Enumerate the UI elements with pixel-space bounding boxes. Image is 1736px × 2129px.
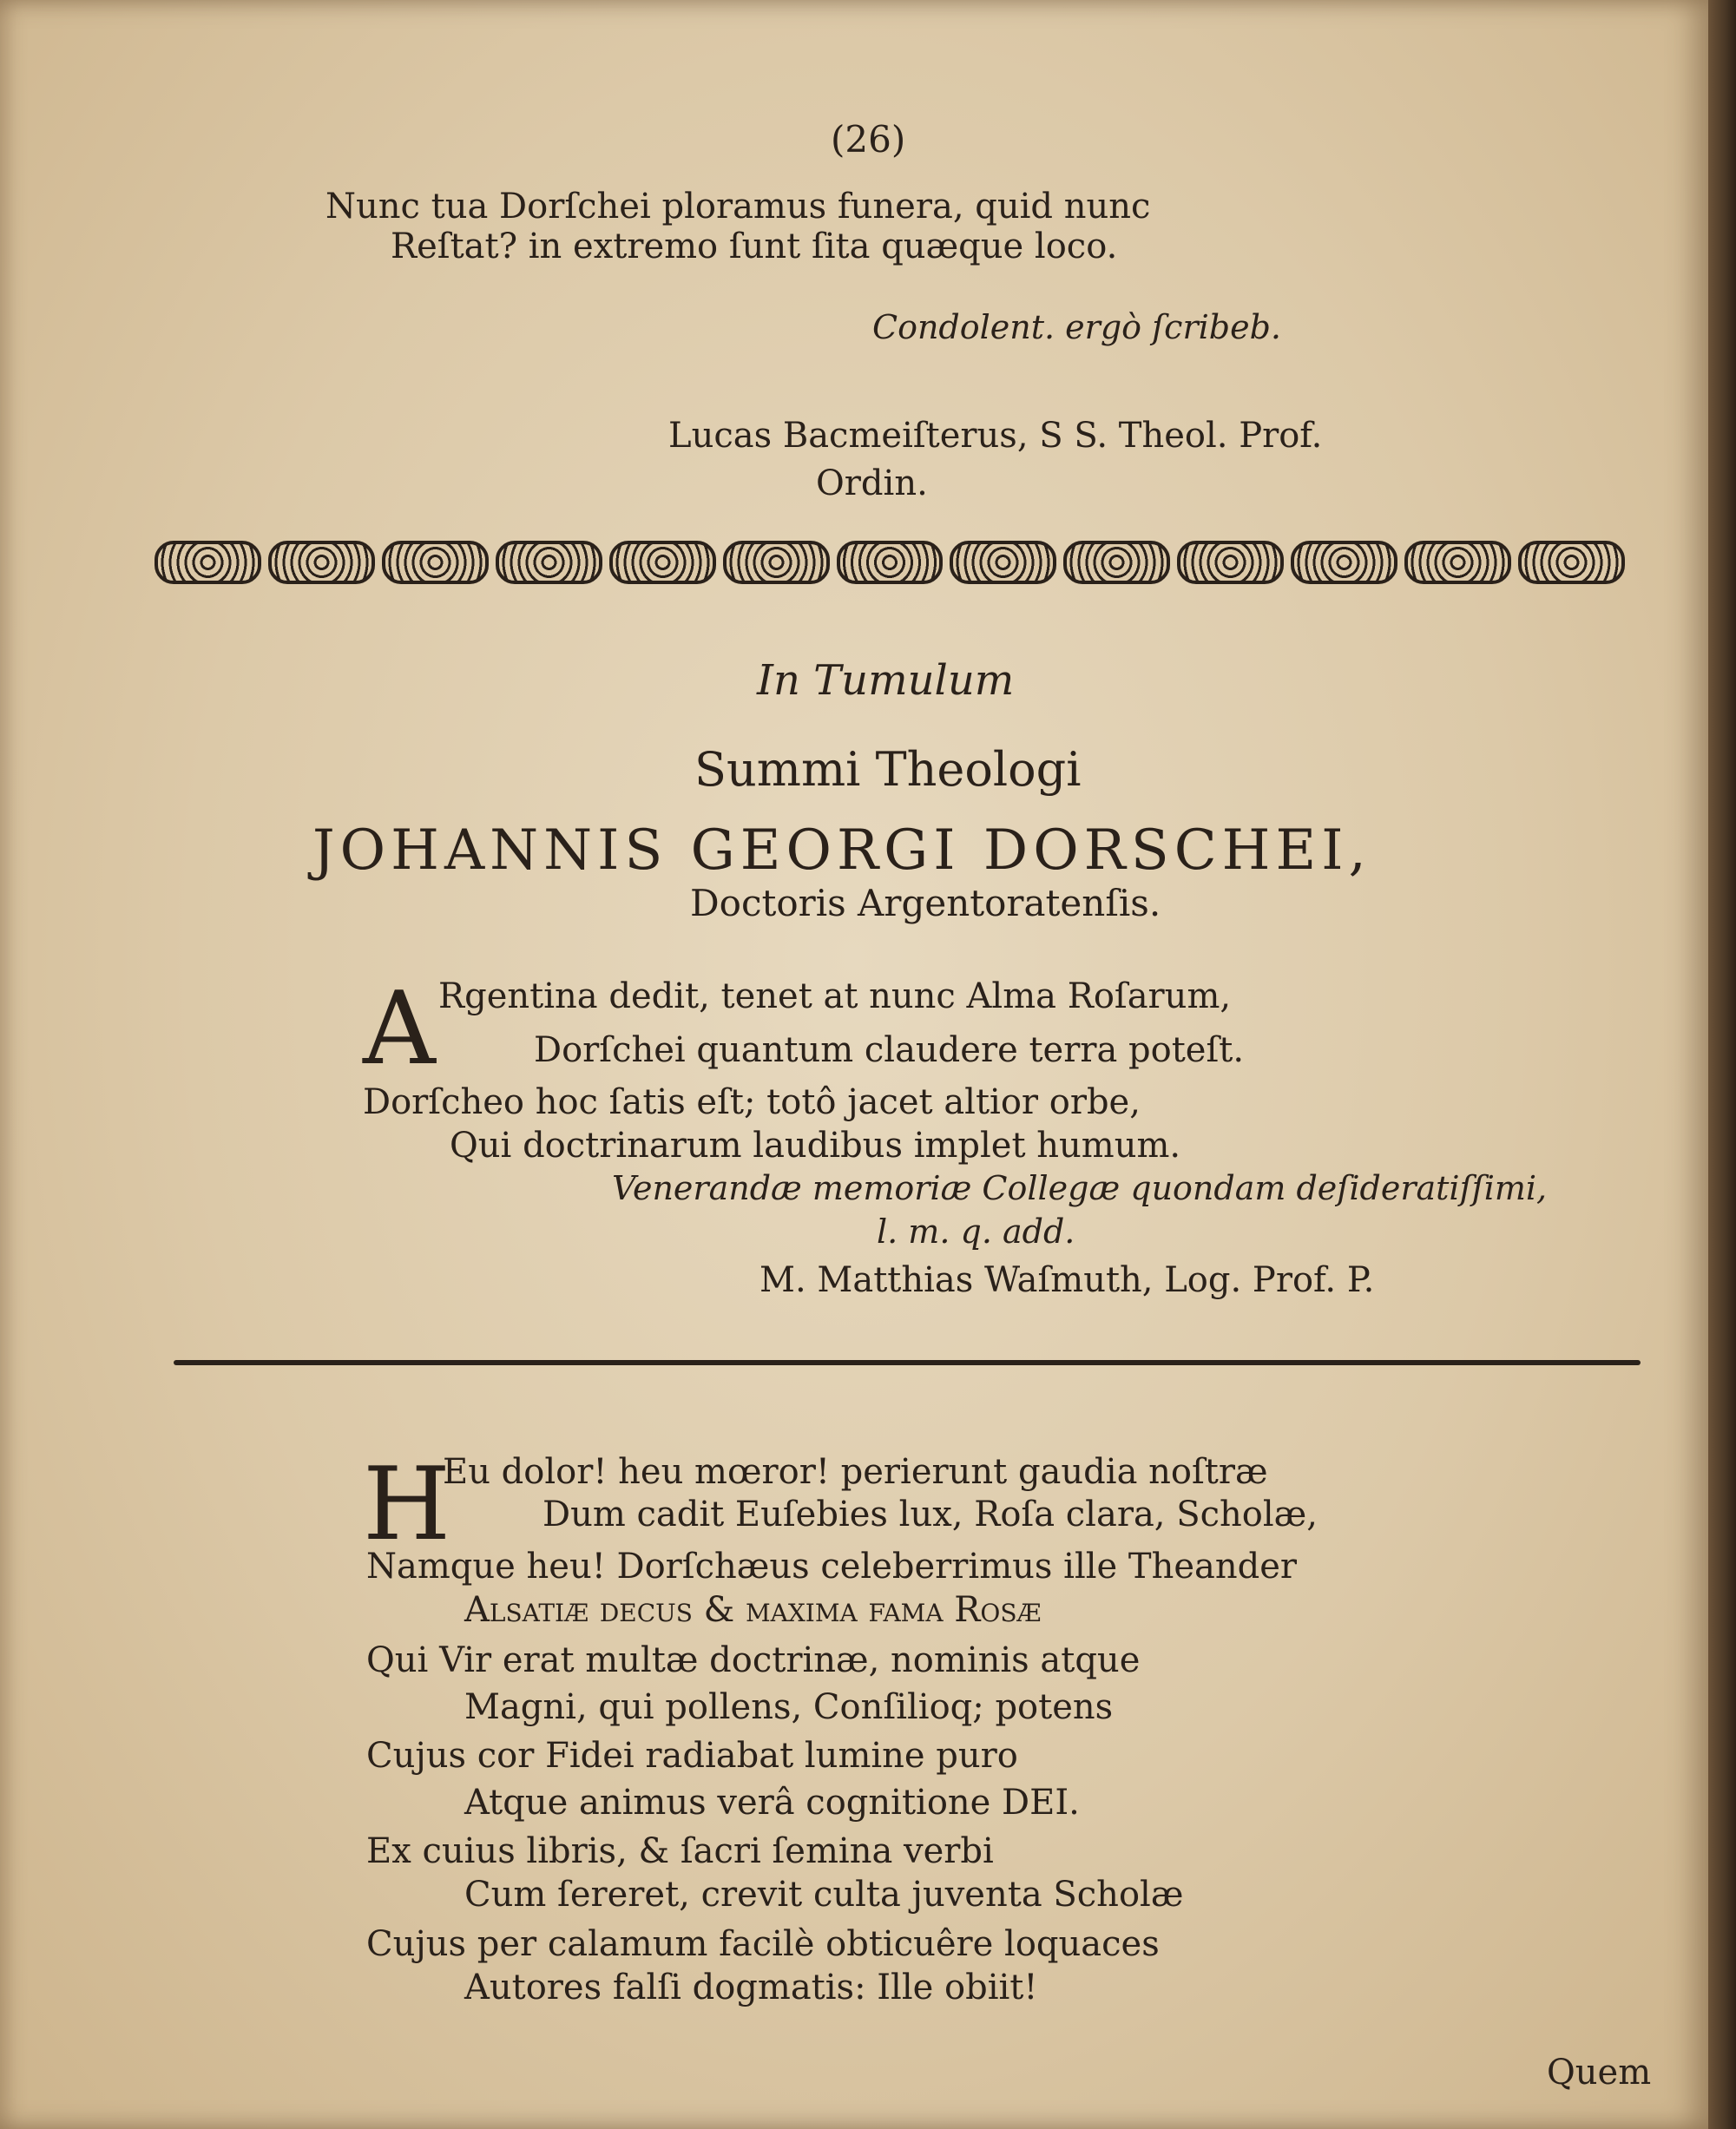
poem2-line-7: Cujus cor Fidei radiabat lumine puro xyxy=(366,1736,1018,1776)
section-divider-rule xyxy=(174,1360,1641,1365)
poem2-line-1: Eu dolor! heu mœror! perierunt gaudia noſtræ xyxy=(443,1452,1268,1492)
poem1-name: JOHANNIS GEORGI DORSCHEI, xyxy=(312,818,1371,883)
poem1-drop-cap: A xyxy=(363,970,436,1087)
poem2-drop-cap: H xyxy=(363,1446,451,1563)
ornament-link xyxy=(723,541,830,584)
poem2-line-9: Ex cuius libris, & ſacri ſemina verbi xyxy=(366,1831,994,1871)
signature-wasmuth: M. Matthias Waſmuth, Log. Prof. P. xyxy=(760,1260,1375,1300)
ornament-link xyxy=(950,541,1056,584)
poem1-line-1: Rgentina dedit, tenet at nunc Alma Roſarum, xyxy=(438,976,1232,1016)
ornament-link xyxy=(1518,541,1625,584)
poem2-line-4: Alsatiæ decus & maxima fama Rosæ xyxy=(464,1590,1042,1630)
ornament-link xyxy=(837,541,944,584)
ornament-link xyxy=(1404,541,1511,584)
poem2-line-11: Cujus per calamum facilè obticuêre loquaces xyxy=(366,1924,1160,1964)
poem2-line-12: Autores falſi dogmatis: Ille obiit! xyxy=(464,1968,1038,2007)
signature-bacmeister: Lucas Bacmeiſterus, S S. Theol. Prof. xyxy=(668,416,1323,456)
poem1-line-4: Qui doctrinarum laudibus implet humum. xyxy=(450,1126,1181,1166)
ornament-link xyxy=(382,541,489,584)
ornament-link xyxy=(609,541,716,584)
page-edge xyxy=(1708,0,1736,2129)
catchword: Quem xyxy=(1547,2053,1652,2093)
ornament-link xyxy=(268,541,375,584)
page-number: (26) xyxy=(831,118,906,161)
poem1-line-2: Dorſchei quantum claudere terra poteſt. xyxy=(534,1030,1245,1070)
poem2-line-2: Dum cadit Euſebies lux, Roſa clara, Scholæ, xyxy=(542,1495,1318,1534)
ornament-link xyxy=(1291,541,1397,584)
top-verse-line-1: Nunc tua Dorſchei ploramus funera, quid nunc xyxy=(326,187,1151,227)
poem1-subheading: Summi Theologi xyxy=(694,742,1082,797)
ornament-link xyxy=(155,541,261,584)
poem1-line-3: Dorſcheo hoc ſatis eſt; totô jacet altior orbe, xyxy=(363,1082,1141,1122)
ornament-link xyxy=(1177,541,1284,584)
ornament-link xyxy=(1063,541,1170,584)
poem1-dedication-2: l. m. q. add. xyxy=(877,1212,1075,1251)
poem1-dedication-1: Venerandæ memoriæ Collegæ quondam deſideratiſſimi, xyxy=(612,1169,1548,1207)
condolence-note: Condolent. ergò ſcribeb. xyxy=(872,308,1281,346)
ornament-link xyxy=(496,541,602,584)
top-verse-line-2: Reſtat? in extremo ſunt ſita quæque loco. xyxy=(391,227,1118,266)
signature-bacmeister-rank: Ordin. xyxy=(816,463,928,503)
poem2-line-3: Namque heu! Dorſchæus celeberrimus ille Theander xyxy=(366,1547,1298,1587)
poem1-title: Doctoris Argentoratenſis. xyxy=(690,882,1161,924)
poem2-line-6: Magni, qui pollens, Conſilioq; potens xyxy=(464,1687,1114,1727)
ornamental-border xyxy=(155,536,1625,588)
poem2-line-8: Atque animus verâ cognitione DEI. xyxy=(464,1783,1080,1823)
poem2-line-10: Cum ſereret, crevit culta juventa Scholæ xyxy=(464,1875,1184,1915)
poem1-heading: In Tumulum xyxy=(757,656,1015,705)
poem2-line-5: Qui Vir erat multæ doctrinæ, nominis atque xyxy=(366,1640,1141,1680)
